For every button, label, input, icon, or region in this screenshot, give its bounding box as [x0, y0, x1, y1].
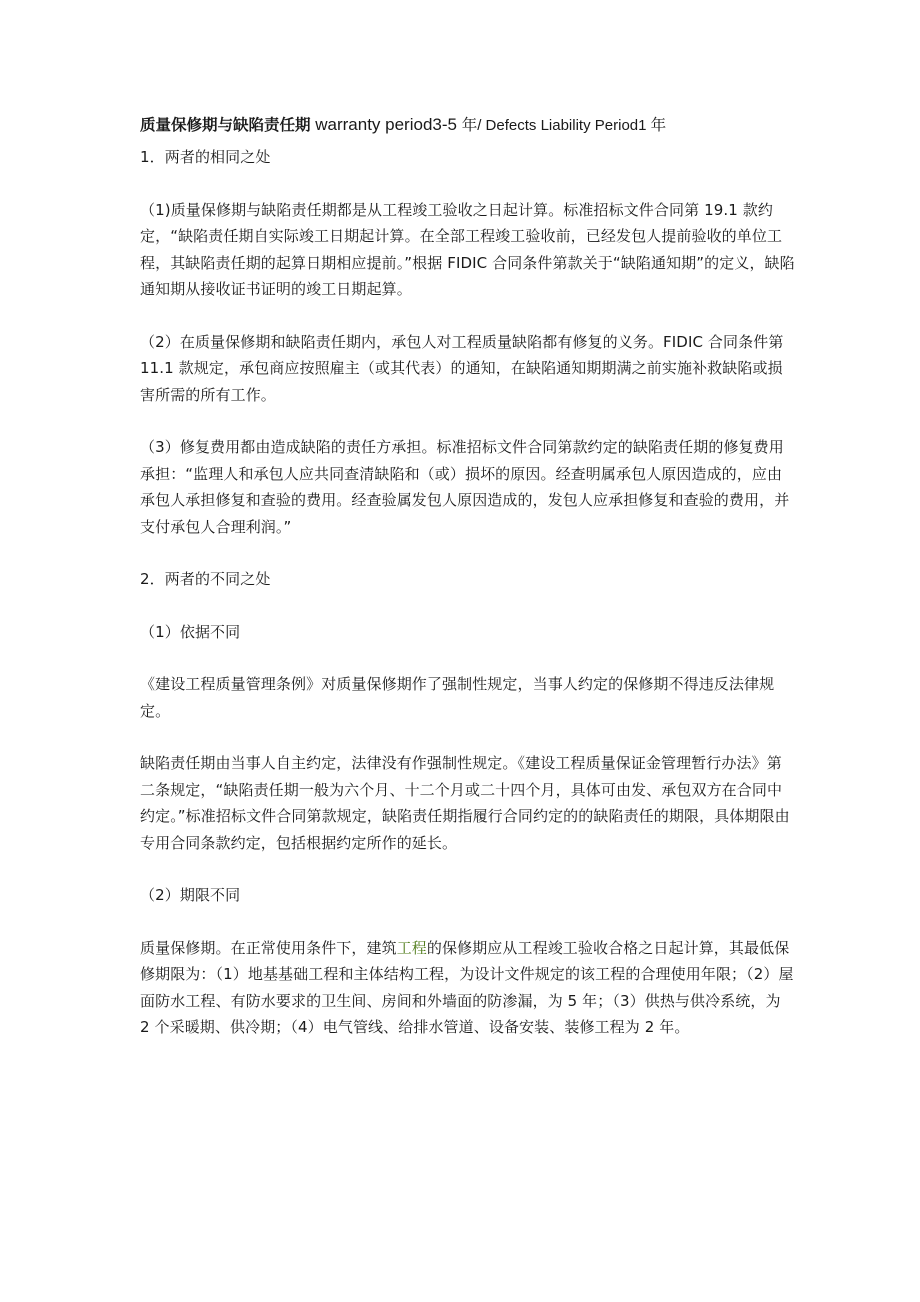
- title-defects: / Defects Liability Period1: [477, 117, 651, 134]
- section2-paragraph-3: [140, 935, 795, 1041]
- section1-heading: 1．两者的相同之处: [140, 148, 271, 166]
- section2-subheading-2: （2）期限不同: [140, 886, 241, 904]
- section2-subheading-1: （1）依据不同: [140, 622, 241, 641]
- title-year-1: 年: [461, 116, 478, 134]
- engineering-link[interactable]: 工程: [396, 938, 427, 957]
- section2-paragraph-1: 《建设工程质量管理条例》对质量保修期作了强制性规定，当事人约定的保修期不得违反法律规定。: [140, 675, 775, 720]
- title-bold: 质量保修期与缺陷责任期: [140, 116, 311, 134]
- section1-paragraph-1: （1)质量保修期与缺陷责任期都是从工程竣工验收之日起计算。标准招标文件合同第 19.1 款约定，“缺陷责任期自实际竣工日期起计算。在全部工程竣工验收前，已经发包人提前验收的单位工程，其缺陷责任期的起算日期相应提前。”根据 FIDIC 合同条件第款关于“缺陷通知期”的定义，缺陷通知期从接收证书证明的竣工日期起算。: [140, 200, 795, 298]
- paragraph-text-end: 的保修期应从工程竣工验收合格之日起计算，其最低保修期限为：（1）地基基础工程和主体结构工程，为设计文件规定的该工程的合理使用年限；（2）屋面防水工程、有防水要求的卫生间、房间和外墙面的防渗漏，为 5 年；（3）供热与供冷系统，为 2 个采暖期、供冷期；（4）电气管线、给排水管道、设备安装、装修工程为 2 年。: [140, 938, 794, 1036]
- section1-paragraph-3: （3）修复费用都由造成缺陷的责任方承担。标准招标文件合同第款约定的缺陷责任期的修复费用承担：“监理人和承包人应共同查清缺陷和（或）损坏的原因。经查明属承包人原因造成的，应由承包人承担修复和查验的费用。经查验属发包人原因造成的，发包人应承担修复和查验的费用，并支付承包人合理利润。”: [140, 438, 790, 536]
- section1-paragraph-2: （2）在质量保修期和缺陷责任期内，承包人对工程质量缺陷都有修复的义务。FIDIC 合同条件第 11.1 款规定，承包商应按照雇主（或其代表）的通知，在缺陷通知期期满之前实施补救缺陷或损害所需的所有工作。: [140, 332, 784, 404]
- section2-heading: 2．两者的不同之处: [140, 570, 271, 588]
- document-title: [140, 113, 795, 138]
- paragraph-text-start: 质量保修期。在正常使用条件下，建筑: [140, 938, 397, 957]
- section2-paragraph-2: 缺陷责任期由当事人自主约定，法律没有作强制性规定。《建设工程质量保证金管理暂行办法》第二条规定，“缺陷责任期一般为六个月、十二个月或二十四个月，具体可由发、承包双方在合同中约定。”标准招标文件合同第款规定，缺陷责任期指履行合同约定的的缺陷责任的期限，具体期限由专用合同条款约定，包括根据约定所作的延长。: [140, 754, 790, 852]
- document-body: [140, 113, 795, 1041]
- title-year-2: 年: [650, 116, 667, 134]
- title-warranty: warranty period3-5: [310, 115, 462, 134]
